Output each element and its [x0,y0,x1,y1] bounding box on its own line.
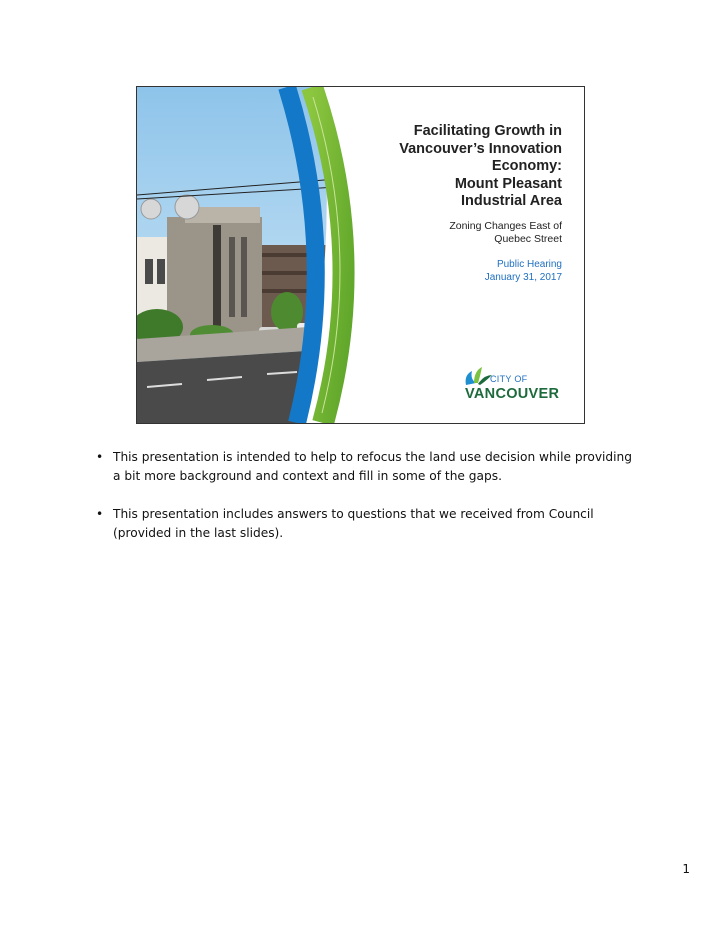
bullet-icon: • [96,507,104,521]
bullet-icon: • [96,450,104,464]
note-text: This presentation includes answers to questions that we received from Council (provided in the last slides). [113,507,594,540]
title-line: Vancouver’s Innovation [399,140,562,157]
title-line: Facilitating Growth in [413,123,562,139]
title-line: Mount Pleasant [454,175,562,192]
slide-thumbnail [136,86,585,424]
slide-hearing-info [377,258,562,284]
logo-city-text: CITY OF [490,374,528,384]
logo-vancouver-text: VANCOUVER [465,386,560,402]
note-text: This presentation is intended to help to refocus the land use decision while providing a bit more background and context and fill in some of the gaps. [113,450,633,483]
slide-text-block [377,123,562,284]
city-of-vancouver-logo [462,365,572,409]
subtitle-line: Zoning Changes East of [449,219,562,232]
slide-subtitle [377,220,562,246]
title-line: Industrial Area [461,193,562,209]
subtitle-line: Quebec Street [494,232,562,245]
hearing-line: Public Hearing [496,258,562,270]
slide-title [377,123,562,211]
page-number: 1 [682,862,690,876]
hearing-line: January 31, 2017 [484,271,562,283]
title-line: Economy: [491,158,562,174]
speaker-notes [96,448,636,562]
note-item [96,448,636,486]
note-item [96,505,636,543]
